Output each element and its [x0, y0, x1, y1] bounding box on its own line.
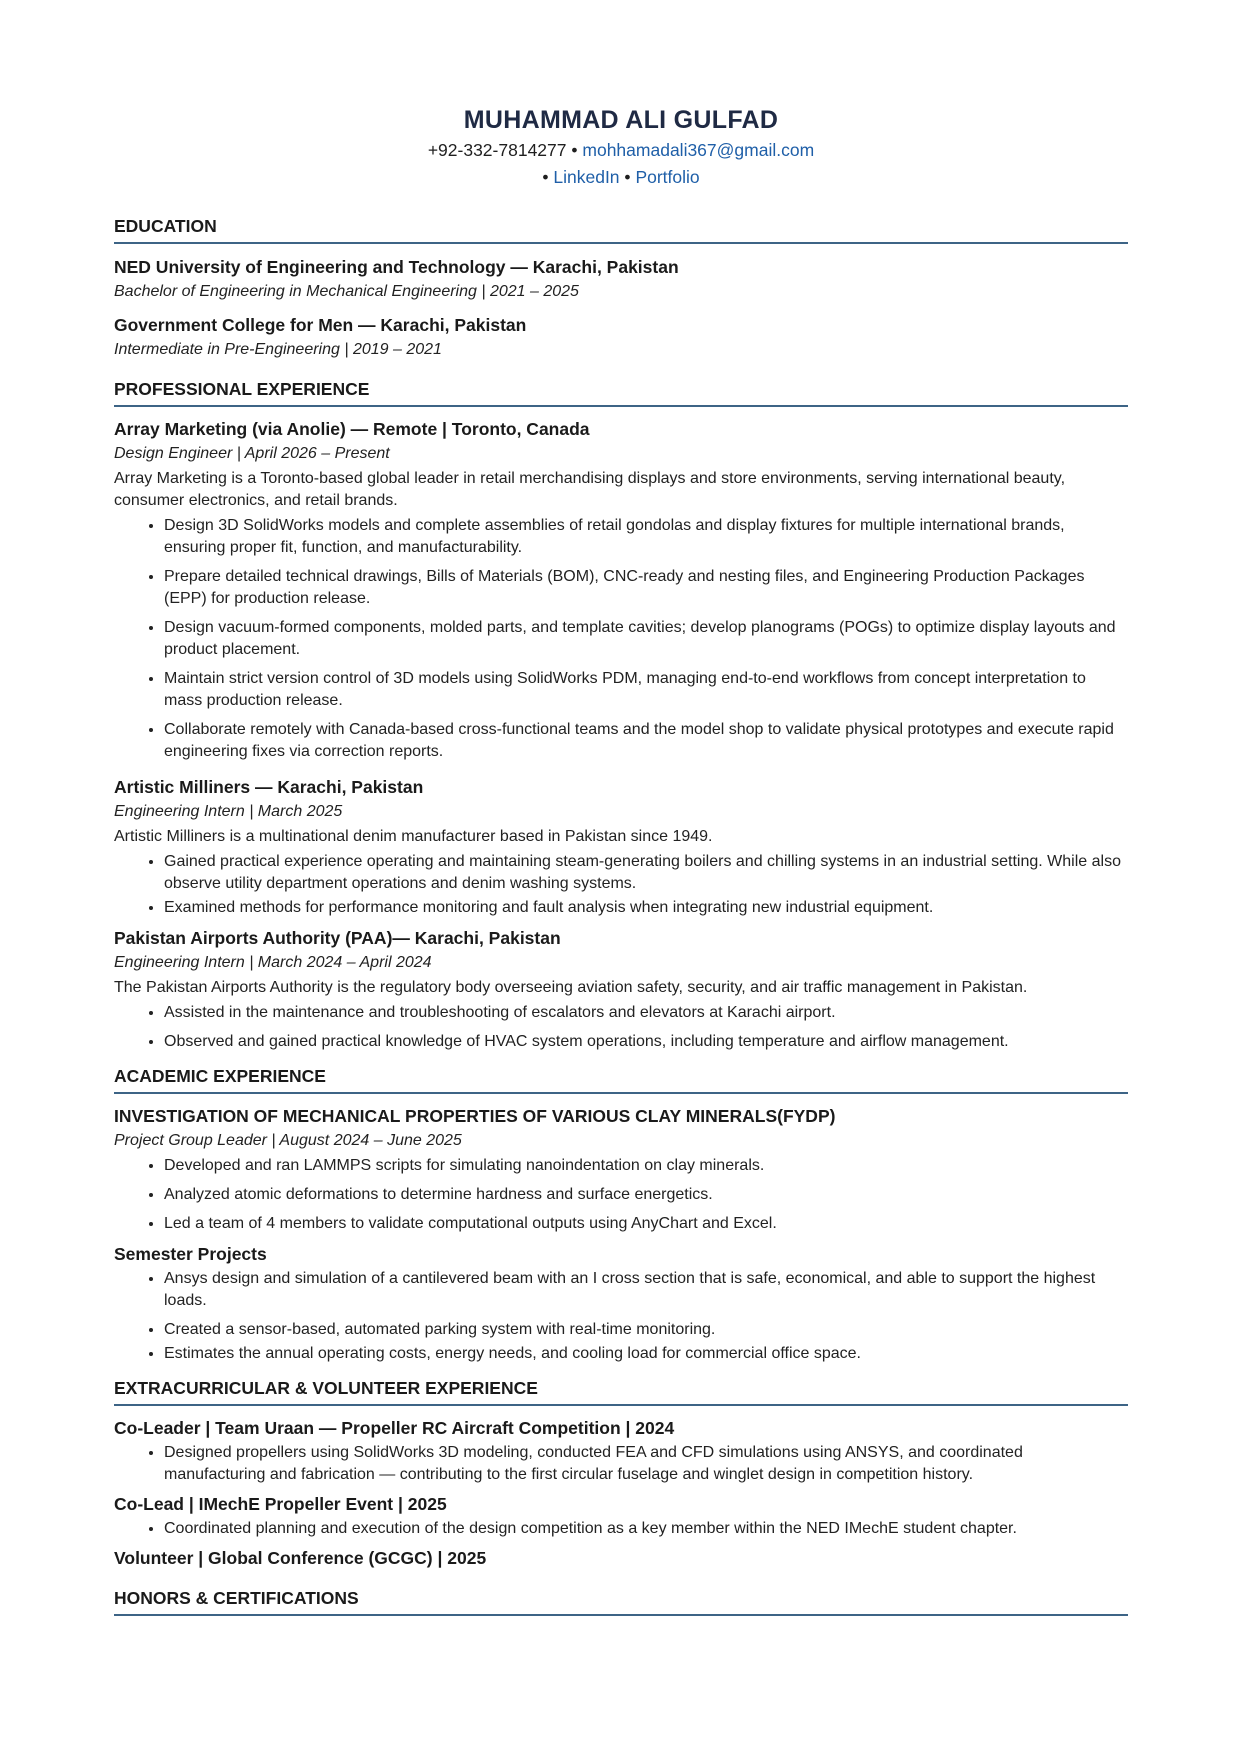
education-entry [114, 314, 1128, 361]
company-description: The Pakistan Airports Authority is the regulatory body overseeing aviation safety, security, and air traffic management in Pakistan. [114, 979, 1028, 996]
bullet-separator: • [542, 167, 549, 187]
entry-title: Volunteer | Global Conference (GCGC) | 2025 [114, 1548, 487, 1568]
entry-title: Co-Leader | Team Uraan — Propeller RC Aircraft Competition | 2024 [114, 1418, 675, 1438]
section-heading-honors: HONORS & CERTIFICATIONS [114, 1587, 1128, 1616]
list-item: • Design vacuum-formed components, molded parts, and template cavities; develop planograms (POGs) to optimize display layouts and product placement. [164, 617, 1128, 661]
entry-title: Government College for Men — Karachi, Pakistan [114, 315, 527, 335]
bullet-list [114, 1442, 1128, 1486]
list-item: • Assisted in the maintenance and troubleshooting of escalators and elevators at Karachi airport. [164, 1002, 1128, 1024]
honors-section [114, 1587, 1128, 1616]
list-item: • Design 3D SolidWorks models and complete assemblies of retail gondolas and display fixtures for multiple international brands, ensuring proper fit, function, and manufacturability. [164, 515, 1128, 559]
entry-title: Artistic Milliners — Karachi, Pakistan [114, 777, 424, 797]
contact-line-1 [114, 138, 1128, 163]
email-link[interactable]: mohhamadali367@gmail.com [582, 140, 815, 160]
linkedin-link[interactable]: LinkedIn [553, 167, 620, 187]
extracurricular-entry [114, 1493, 1128, 1540]
experience-entry [114, 418, 1128, 763]
entry-subtitle: Intermediate in Pre-Engineering | 2019 – 2021 [114, 341, 442, 358]
entry-title: Array Marketing (via Anolie) — Remote | Toronto, Canada [114, 419, 590, 439]
company-description: Artistic Milliners is a multinational denim manufacturer based in Pakistan since 1949. [114, 828, 713, 845]
academic-entry [114, 1243, 1128, 1365]
experience-entry [114, 927, 1128, 1053]
academic-section [114, 1065, 1128, 1365]
list-item: • Created a sensor-based, automated parking system with real-time monitoring. [164, 1319, 1128, 1341]
list-item: • Prepare detailed technical drawings, Bills of Materials (BOM), CNC-ready and nesting files, and Engineering Production Packages (EPP) for production release. [164, 566, 1128, 610]
section-heading-education: EDUCATION [114, 215, 1128, 244]
bullet-list [114, 1155, 1128, 1235]
list-item: • Developed and ran LAMMPS scripts for simulating nanoindentation on clay minerals. [164, 1155, 1128, 1177]
bullet-list [114, 515, 1128, 763]
extracurricular-entry [114, 1417, 1128, 1486]
bullet-list [114, 851, 1128, 919]
entry-title: INVESTIGATION OF MECHANICAL PROPERTIES OF VARIOUS CLAY MINERALS(FYDP) [114, 1106, 836, 1126]
list-item: • Observed and gained practical knowledge of HVAC system operations, including temperature and airflow management. [164, 1031, 1128, 1053]
entry-subtitle: Engineering Intern | March 2024 – April 2024 [114, 954, 432, 971]
bullet-separator: • [624, 167, 631, 187]
company-description: Array Marketing is a Toronto-based global leader in retail merchandising displays and store environments, serving international beauty, consumer electronics, and retail brands. [114, 470, 1066, 509]
entry-subtitle: Engineering Intern | March 2025 [114, 803, 343, 820]
portfolio-link[interactable]: Portfolio [635, 167, 700, 187]
resume-header [114, 0, 1128, 190]
experience-entry [114, 776, 1128, 919]
entry-subtitle: Bachelor of Engineering in Mechanical Engineering | 2021 – 2025 [114, 283, 579, 300]
entry-title: NED University of Engineering and Technology — Karachi, Pakistan [114, 257, 679, 277]
extracurricular-section [114, 1377, 1128, 1569]
entry-subtitle: Project Group Leader | August 2024 – June 2025 [114, 1132, 462, 1149]
extracurricular-entry [114, 1547, 1128, 1569]
experience-section [114, 378, 1128, 1053]
list-item: • Coordinated planning and execution of the design competition as a key member within the NED IMechE student chapter. [164, 1518, 1128, 1540]
bullet-list [114, 1518, 1128, 1540]
contact-line-2 [114, 165, 1128, 190]
candidate-name: MUHAMMAD ALI GULFAD [463, 106, 779, 134]
phone-number: +92-332-7814277 [427, 140, 567, 160]
list-item: • Estimates the annual operating costs, energy needs, and cooling load for commercial office space. [164, 1343, 1128, 1365]
list-item: • Ansys design and simulation of a cantilevered beam with an I cross section that is safe, economical, and able to support the highest loads. [164, 1268, 1128, 1312]
list-item: • Maintain strict version control of 3D models using SolidWorks PDM, managing end-to-end workflows from concept interpretation to mass production release. [164, 668, 1128, 712]
list-item: • Collaborate remotely with Canada-based cross-functional teams and the model shop to validate physical prototypes and execute rapid engineering fixes via correction reports. [164, 719, 1128, 763]
list-item: • Led a team of 4 members to validate computational outputs using AnyChart and Excel. [164, 1213, 1128, 1235]
bullet-list [114, 1002, 1128, 1053]
section-heading-academic: ACADEMIC EXPERIENCE [114, 1065, 1128, 1094]
education-section [114, 215, 1128, 361]
academic-entry [114, 1105, 1128, 1235]
entry-title: Semester Projects [114, 1244, 267, 1264]
section-heading-extracurricular: EXTRACURRICULAR & VOLUNTEER EXPERIENCE [114, 1377, 1128, 1406]
bullet-list [114, 1268, 1128, 1365]
entry-title: Pakistan Airports Authority (PAA)— Karachi, Pakistan [114, 928, 561, 948]
entry-title: Co-Lead | IMechE Propeller Event | 2025 [114, 1494, 447, 1514]
list-item: • Analyzed atomic deformations to determine hardness and surface energetics. [164, 1184, 1128, 1206]
section-heading-experience: PROFESSIONAL EXPERIENCE [114, 378, 1128, 407]
list-item: • Designed propellers using SolidWorks 3D modeling, conducted FEA and CFD simulations using ANSYS, and coordinated manufacturing and fabrication — contributing to the first circular fuselage and winglet design in competition history. [164, 1442, 1128, 1486]
entry-subtitle: Design Engineer | April 2026 – Present [114, 445, 390, 462]
education-entry [114, 256, 1128, 303]
list-item: • Examined methods for performance monitoring and fault analysis when integrating new industrial equipment. [164, 897, 1128, 919]
list-item: • Gained practical experience operating and maintaining steam-generating boilers and chilling systems in an industrial setting. While also observe utility department operations and denim washing systems. [164, 851, 1128, 895]
bullet-separator: • [571, 140, 578, 160]
